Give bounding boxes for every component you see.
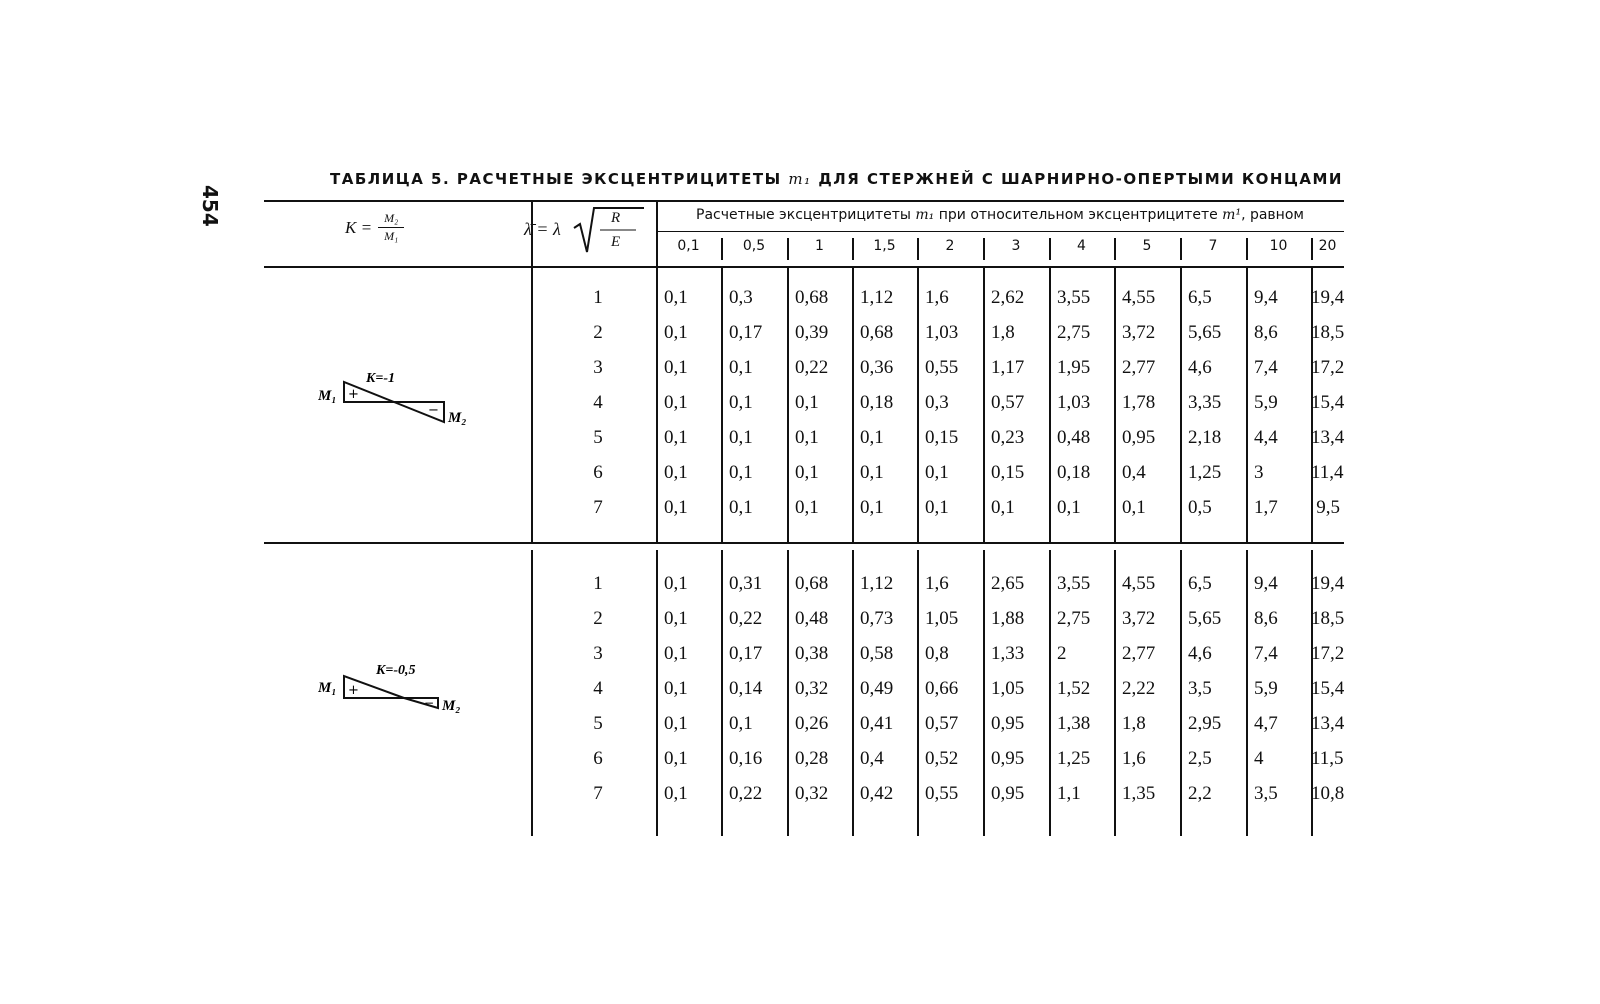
- table-cell: 4: [1254, 748, 1264, 769]
- column-header: 10: [1269, 238, 1288, 254]
- lambda-value: 6: [593, 748, 603, 769]
- table-cell: 13,4: [1311, 713, 1345, 734]
- table-cell: 5,65: [1188, 322, 1222, 343]
- diagram-minus-sign: −: [424, 696, 435, 710]
- table-cell: 0,28: [795, 748, 829, 769]
- table-cell: 1,88: [991, 608, 1025, 629]
- table-cell: 0,55: [925, 783, 959, 804]
- column-divider: [1049, 268, 1051, 542]
- table-cell: 1,25: [1188, 462, 1222, 483]
- table-cell: 0,1: [664, 783, 688, 804]
- table-cell: 0,18: [860, 392, 894, 413]
- diagram-m1-label: M₁: [318, 680, 337, 696]
- table-cell: 1,35: [1122, 783, 1156, 804]
- table-cell: 0,31: [729, 573, 763, 594]
- column-divider: [917, 268, 919, 542]
- table-cell: 1,1: [1057, 783, 1081, 804]
- table-cell: 0,1: [1122, 497, 1146, 518]
- table-cell: 0,15: [925, 427, 959, 448]
- diagram-k-label: K=-1: [366, 371, 395, 386]
- table-cell: 2,75: [1057, 608, 1091, 629]
- column-header: 5: [1142, 238, 1152, 254]
- column-divider: [1180, 550, 1182, 836]
- table-cell: 1,25: [1057, 748, 1091, 769]
- column-header: 20: [1318, 238, 1337, 254]
- table-cell: 0,32: [795, 783, 829, 804]
- table-cell: 1,8: [991, 322, 1015, 343]
- table-cell: 0,1: [729, 357, 753, 378]
- table-cell: 2,95: [1188, 713, 1222, 734]
- table-cell: 4,4: [1254, 427, 1278, 448]
- column-header: 7: [1208, 238, 1218, 254]
- table-cell: 0,42: [860, 783, 894, 804]
- table-cell: 1,6: [925, 573, 949, 594]
- table-cell: 1,6: [925, 287, 949, 308]
- table-cell: 9,4: [1254, 287, 1278, 308]
- column-divider: [531, 268, 533, 542]
- table-cell: 1,05: [925, 608, 959, 629]
- table-cell: 0,1: [860, 497, 884, 518]
- table-cell: 0,23: [991, 427, 1025, 448]
- moment-diagram-k-minus-1: [318, 366, 498, 446]
- table-cell: 15,4: [1311, 392, 1345, 413]
- group-symbol-m: m¹: [1222, 207, 1242, 223]
- table-cell: 0,17: [729, 643, 763, 664]
- table-cell: 0,95: [991, 748, 1025, 769]
- table-cell: 3,72: [1122, 322, 1156, 343]
- k-ratio-header: [345, 212, 404, 243]
- column-divider: [656, 202, 658, 266]
- table-cell: 15,4: [1311, 678, 1345, 699]
- lambda-value: 7: [593, 783, 603, 804]
- column-divider: [1114, 268, 1116, 542]
- table-cell: 0,57: [925, 713, 959, 734]
- group-underline: [656, 231, 1344, 232]
- table-cell: 7,4: [1254, 357, 1278, 378]
- table-cell: 3,55: [1057, 573, 1091, 594]
- table-title: [330, 170, 1343, 188]
- table-cell: 2,77: [1122, 643, 1156, 664]
- column-divider: [656, 268, 658, 542]
- lambda-value: 3: [593, 357, 603, 378]
- table-cell: 6,5: [1188, 573, 1212, 594]
- table-cell: 0,52: [925, 748, 959, 769]
- column-divider: [787, 550, 789, 836]
- table-cell: 0,1: [664, 713, 688, 734]
- table-cell: 0,39: [795, 322, 829, 343]
- column-divider: [1114, 550, 1116, 836]
- lambda-value: 5: [593, 713, 603, 734]
- table-cell: 0,49: [860, 678, 894, 699]
- table-cell: 0,1: [664, 573, 688, 594]
- table-cell: 3,5: [1254, 783, 1278, 804]
- column-divider: [656, 550, 658, 836]
- table-cell: 8,6: [1254, 608, 1278, 629]
- table-cell: 2,2: [1188, 783, 1212, 804]
- diagram-plus-sign: +: [348, 683, 359, 698]
- lambda-value: 2: [593, 322, 603, 343]
- table-cell: 2,65: [991, 573, 1025, 594]
- column-divider: [983, 550, 985, 836]
- table-cell: 0,58: [860, 643, 894, 664]
- table-cell: 0,68: [795, 287, 829, 308]
- table-cell: 0,57: [991, 392, 1025, 413]
- table-cell: 0,26: [795, 713, 829, 734]
- table-cell: 0,55: [925, 357, 959, 378]
- table-cell: 0,1: [729, 427, 753, 448]
- column-header: 2: [945, 238, 955, 254]
- lambda-value: 3: [593, 643, 603, 664]
- table-cell: 6,5: [1188, 287, 1212, 308]
- column-divider: [1049, 550, 1051, 836]
- table-cell: 0,1: [664, 678, 688, 699]
- table-cell: 3,35: [1188, 392, 1222, 413]
- table-cell: 4,6: [1188, 643, 1212, 664]
- lambda-value: 7: [593, 497, 603, 518]
- table-cell: 4,55: [1122, 287, 1156, 308]
- table-cell: 0,1: [664, 357, 688, 378]
- table-cell: 0,1: [664, 748, 688, 769]
- table-cell: 0,95: [991, 713, 1025, 734]
- table-cell: 0,1: [664, 287, 688, 308]
- table-cell: 0,3: [925, 392, 949, 413]
- moment-diagram-k-minus-0-5: [318, 664, 498, 744]
- table-cell: 0,17: [729, 322, 763, 343]
- table-cell: 3,5: [1188, 678, 1212, 699]
- diagram-minus-sign: −: [428, 403, 439, 418]
- column-divider: [1246, 550, 1248, 836]
- table-cell: 9,4: [1254, 573, 1278, 594]
- diagram-m2-label: M₂: [442, 698, 461, 714]
- column-divider: [531, 550, 533, 836]
- column-divider: [852, 550, 854, 836]
- table-cell: 1,8: [1122, 713, 1146, 734]
- table-cell: 1,95: [1057, 357, 1091, 378]
- table-cell: 1,03: [925, 322, 959, 343]
- column-divider: [852, 268, 854, 542]
- table-cell: 0,68: [795, 573, 829, 594]
- table-cell: 0,1: [664, 643, 688, 664]
- page-number: 454: [198, 185, 222, 227]
- title-prefix: ТАБЛИЦА 5. РАСЧЕТНЫЕ ЭКСЦЕНТРИЦИТЕТЫ: [330, 170, 782, 188]
- table-cell: 0,22: [795, 357, 829, 378]
- table-cell: 19,4: [1311, 573, 1345, 594]
- table-cell: 0,1: [925, 497, 949, 518]
- table-cell: 0,15: [991, 462, 1025, 483]
- table-cell: 4,55: [1122, 573, 1156, 594]
- table-cell: 0,1: [729, 392, 753, 413]
- table-cell: 7,4: [1254, 643, 1278, 664]
- table-cell: 2: [1057, 643, 1067, 664]
- table-cell: 3,72: [1122, 608, 1156, 629]
- table-cell: 2,75: [1057, 322, 1091, 343]
- table-cell: 0,22: [729, 608, 763, 629]
- lambda-value: 6: [593, 462, 603, 483]
- table-cell: 3,55: [1057, 287, 1091, 308]
- lambda-label: λ̄ = λ: [524, 219, 561, 239]
- table-cell: 0,66: [925, 678, 959, 699]
- table-cell: 0,1: [860, 427, 884, 448]
- table-cell: 0,1: [795, 497, 819, 518]
- table-cell: 2,18: [1188, 427, 1222, 448]
- k-denominator: M₁: [384, 229, 399, 244]
- table-cell: 8,6: [1254, 322, 1278, 343]
- lambda-r: R: [611, 210, 621, 226]
- table-cell: 0,4: [1122, 462, 1146, 483]
- table-cell: 0,1: [664, 392, 688, 413]
- diagram-plus-sign: +: [348, 387, 359, 402]
- column-header: 1: [815, 238, 824, 254]
- top-rule: [264, 200, 1344, 202]
- table-cell: 0,36: [860, 357, 894, 378]
- table-cell: 0,22: [729, 783, 763, 804]
- table-cell: 1,52: [1057, 678, 1091, 699]
- table-cell: 2,62: [991, 287, 1025, 308]
- table-cell: 0,1: [664, 462, 688, 483]
- radical-sign: [524, 206, 644, 256]
- table-cell: 0,48: [1057, 427, 1091, 448]
- lambda-value: 1: [593, 287, 603, 308]
- group-middle: при относительном эксцентрицитете: [938, 207, 1218, 223]
- table-cell: 0,5: [1188, 497, 1212, 518]
- eccentricity-group-header: [660, 207, 1340, 223]
- table-cell: 0,1: [1057, 497, 1081, 518]
- column-header: 3: [1011, 238, 1021, 254]
- table-cell: 0,48: [795, 608, 829, 629]
- table-cell: 5,9: [1254, 678, 1278, 699]
- table-cell: 18,5: [1311, 322, 1345, 343]
- table-cell: 0,1: [795, 427, 819, 448]
- table-cell: 0,1: [860, 462, 884, 483]
- column-header: 1,5: [873, 238, 896, 254]
- table-cell: 19,4: [1311, 287, 1345, 308]
- table-cell: 0,1: [925, 462, 949, 483]
- table-cell: 0,32: [795, 678, 829, 699]
- diagram-m2-label: M₂: [448, 410, 467, 426]
- table-cell: 0,1: [664, 608, 688, 629]
- table-cell: 0,14: [729, 678, 763, 699]
- column-divider: [1246, 268, 1248, 542]
- table-cell: 0,1: [795, 462, 819, 483]
- title-suffix: ДЛЯ СТЕРЖНЕЙ С ШАРНИРНО-ОПЕРТЫМИ КОНЦАМИ: [818, 170, 1343, 188]
- table-cell: 0,1: [729, 462, 753, 483]
- column-divider: [787, 268, 789, 542]
- lambda-e: E: [611, 234, 621, 250]
- table-cell: 4,6: [1188, 357, 1212, 378]
- lambda-header: [524, 206, 644, 256]
- column-header: 0,1: [677, 238, 700, 254]
- table-cell: 11,4: [1311, 462, 1344, 483]
- lambda-value: 4: [593, 678, 603, 699]
- table-cell: 0,73: [860, 608, 894, 629]
- table-cell: 0,16: [729, 748, 763, 769]
- table-cell: 17,2: [1311, 643, 1345, 664]
- header-bottom-rule: [264, 266, 1344, 268]
- table-cell: 0,1: [729, 713, 753, 734]
- table-cell: 0,68: [860, 322, 894, 343]
- table-cell: 0,41: [860, 713, 894, 734]
- table-cell: 1,12: [860, 287, 894, 308]
- k-fraction: [378, 212, 404, 243]
- k-numerator: M₂: [378, 212, 404, 228]
- table-cell: 1,38: [1057, 713, 1091, 734]
- table-cell: 0,1: [991, 497, 1015, 518]
- column-header: 0,5: [742, 238, 766, 254]
- title-symbol: m₁: [788, 170, 812, 188]
- column-divider: [983, 268, 985, 542]
- lambda-value: 2: [593, 608, 603, 629]
- lambda-value: 1: [593, 573, 603, 594]
- table-cell: 0,8: [925, 643, 949, 664]
- table-cell: 2,5: [1188, 748, 1212, 769]
- table-cell: 0,95: [1122, 427, 1156, 448]
- table-cell: 1,78: [1122, 392, 1156, 413]
- group-symbol-m1: m₁: [915, 207, 935, 223]
- table-cell: 0,38: [795, 643, 829, 664]
- table-cell: 10,8: [1311, 783, 1345, 804]
- table-cell: 18,5: [1311, 608, 1345, 629]
- column-divider: [917, 550, 919, 836]
- table-cell: 0,1: [795, 392, 819, 413]
- table-cell: 3: [1254, 462, 1264, 483]
- table-cell: 2,22: [1122, 678, 1156, 699]
- table-cell: 0,18: [1057, 462, 1091, 483]
- table-cell: 0,1: [664, 427, 688, 448]
- table-cell: 1,7: [1254, 497, 1278, 518]
- table-cell: 13,4: [1311, 427, 1345, 448]
- table-cell: 5,65: [1188, 608, 1222, 629]
- table-cell: 4,7: [1254, 713, 1278, 734]
- k-label: K =: [345, 217, 373, 237]
- table-cell: 1,33: [991, 643, 1025, 664]
- table-cell: 0,3: [729, 287, 753, 308]
- column-divider: [721, 268, 723, 542]
- table-cell: 0,95: [991, 783, 1025, 804]
- table-cell: 1,12: [860, 573, 894, 594]
- table-cell: 0,1: [729, 497, 753, 518]
- table-cell: 5,9: [1254, 392, 1278, 413]
- table-cell: 1,17: [991, 357, 1025, 378]
- table-cell: 1,05: [991, 678, 1025, 699]
- section-divider: [264, 542, 1344, 544]
- table-cell: 0,1: [664, 322, 688, 343]
- table-cell: 9,5: [1316, 497, 1340, 518]
- group-suffix: , равном: [1241, 207, 1304, 223]
- diagram-k-label: K=-0,5: [376, 664, 416, 678]
- column-divider: [1180, 268, 1182, 542]
- table-cell: 11,5: [1311, 748, 1344, 769]
- group-prefix: Расчетные эксцентрицитеты: [696, 207, 911, 223]
- table-cell: 17,2: [1311, 357, 1345, 378]
- table-cell: 0,1: [664, 497, 688, 518]
- lambda-value: 5: [593, 427, 603, 448]
- diagram-m1-label: M₁: [318, 388, 337, 404]
- table-cell: 1,6: [1122, 748, 1146, 769]
- column-header: 4: [1077, 238, 1086, 254]
- lambda-value: 4: [593, 392, 603, 413]
- table-cell: 1,03: [1057, 392, 1091, 413]
- column-divider: [721, 550, 723, 836]
- table-cell: 0,4: [860, 748, 884, 769]
- table-cell: 2,77: [1122, 357, 1156, 378]
